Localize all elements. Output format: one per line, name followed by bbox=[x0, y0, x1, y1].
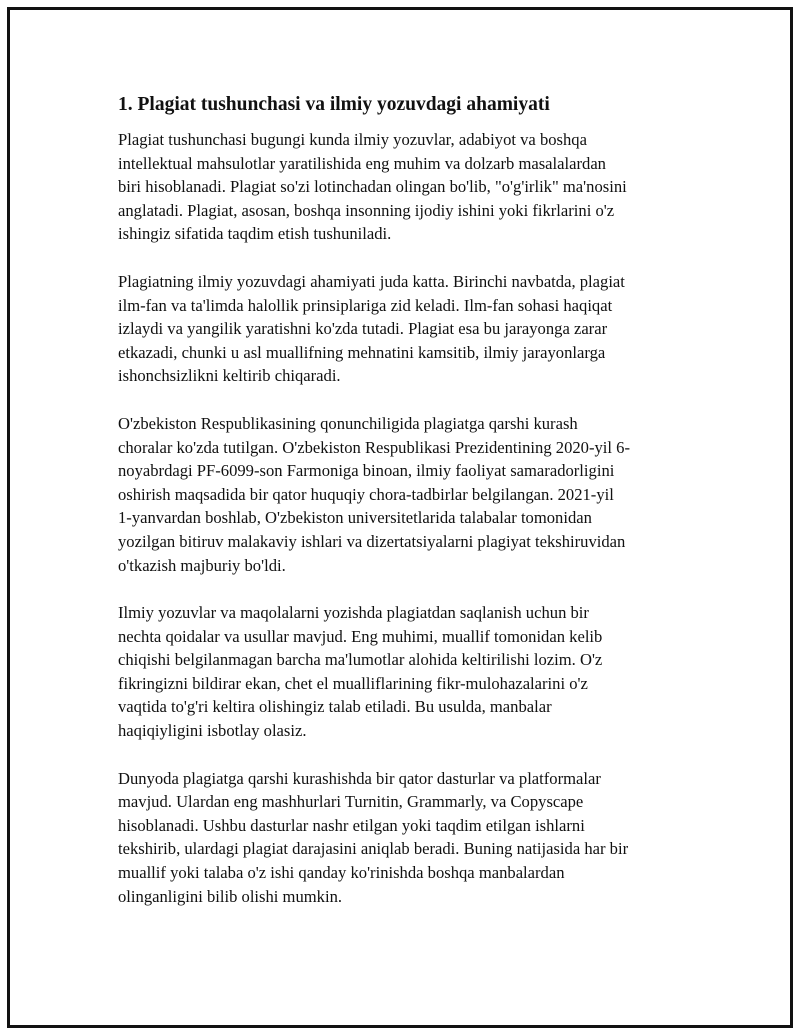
text-line: intellektual mahsulotlar yaratilishida eng muhim va dolzarb masalalardan bbox=[118, 153, 606, 173]
text-line: etkazadi, chunki u asl muallifning mehnatini kamsitib, ilmiy jarayonlarga bbox=[118, 342, 606, 362]
text-line: o'tkazish majburiy bo'ldi. bbox=[118, 555, 286, 575]
text-line: choralar ko'zda tutilgan. O'zbekiston Respublikasi Prezidentining 2020-yil 6- bbox=[118, 437, 630, 457]
text-line: mavjud. Ulardan eng mashhurlari Turnitin, Grammarly, va Copyscape bbox=[118, 792, 584, 812]
text-line: ishingiz sifatida taqdim etish tushuniladi. bbox=[118, 224, 392, 244]
text-line: yozilgan bitiruv malakaviy ishlari va dizertatsiyalarni plagiyat tekshiruvidan bbox=[118, 531, 626, 551]
text-line: chiqishi belgilanmagan barcha ma'lumotlar alohida keltirilishi lozim. O'z bbox=[118, 650, 603, 670]
paragraph-1 bbox=[118, 128, 694, 246]
text-line: ishonchsizlikni keltirib chiqaradi. bbox=[118, 366, 341, 386]
text-line: ilm-fan va ta'limda halollik prinsiplariga zid keladi. Ilm-fan sohasi haqiqat bbox=[118, 295, 613, 315]
text-line: tekshirib, ulardagi plagiat darajasini aniqlab beradi. Buning natijasida har bir bbox=[118, 839, 629, 859]
text-line: nechta qoidalar va usullar mavjud. Eng muhimi, muallif tomonidan kelib bbox=[118, 626, 603, 646]
text-line: fikringizni bildirar ekan, chet el mualliflarining fikr-mulohazalarini o'z bbox=[118, 673, 588, 693]
text-line: oshirish maqsadida bir qator huquqiy chora-tadbirlar belgilangan. 2021-yil bbox=[118, 484, 614, 504]
text-line: Plagiatning ilmiy yozuvdagi ahamiyati juda katta. Birinchi navbatda, plagiat bbox=[118, 271, 625, 291]
text-line: biri hisoblanadi. Plagiat so'zi lotinchadan olingan bo'lib, "o'g'irlik" ma'nosini bbox=[118, 177, 627, 197]
text-line: Dunyoda plagiatga qarshi kurashishda bir qator dasturlar va platformalar bbox=[118, 768, 601, 788]
section-heading: 1. Plagiat tushunchasi va ilmiy yozuvdagi ahamiyati bbox=[118, 94, 550, 115]
text-line: 1-yanvardan boshlab, O'zbekiston universitetlarida talabalar tomonidan bbox=[118, 508, 592, 528]
text-line: Plagiat tushunchasi bugungi kunda ilmiy yozuvlar, adabiyot va boshqa bbox=[118, 130, 587, 149]
text-line: noyabrdagi PF-6099-son Farmoniga binoan, ilmiy faoliyat samaradorligini bbox=[118, 461, 615, 481]
text-line: Ilmiy yozuvlar va maqolalarni yozishda plagiatdan saqlanish uchun bir bbox=[118, 603, 589, 623]
text-line: hisoblanadi. Ushbu dasturlar nashr etilgan yoki taqdim etilgan ishlarni bbox=[118, 815, 585, 835]
paragraph-3 bbox=[118, 412, 694, 577]
document-body bbox=[118, 92, 694, 932]
paragraph-5 bbox=[118, 767, 694, 909]
text-line: muallif yoki talaba o'z ishi qanday ko'rinishda boshqa manbalardan bbox=[118, 863, 565, 883]
text-line: O'zbekiston Respublikasining qonunchiligida plagiatga qarshi kurash bbox=[118, 413, 578, 433]
text-line: olinganligini bilib olishi mumkin. bbox=[118, 886, 343, 906]
paragraph-4 bbox=[118, 601, 694, 743]
text-line: haqiqiyligini isbotlay olasiz. bbox=[118, 721, 307, 741]
paragraph-2 bbox=[118, 270, 694, 388]
text-line: vaqtida to'g'ri keltira olishingiz talab etiladi. Bu usulda, manbalar bbox=[118, 697, 552, 717]
text-line: izlaydi va yangilik yaratishni ko'zda tutadi. Plagiat esa bu jarayonga zarar bbox=[118, 319, 608, 339]
text-line: anglatadi. Plagiat, asosan, boshqa insonning ijodiy ishini yoki fikrlarini o'z bbox=[118, 200, 615, 220]
